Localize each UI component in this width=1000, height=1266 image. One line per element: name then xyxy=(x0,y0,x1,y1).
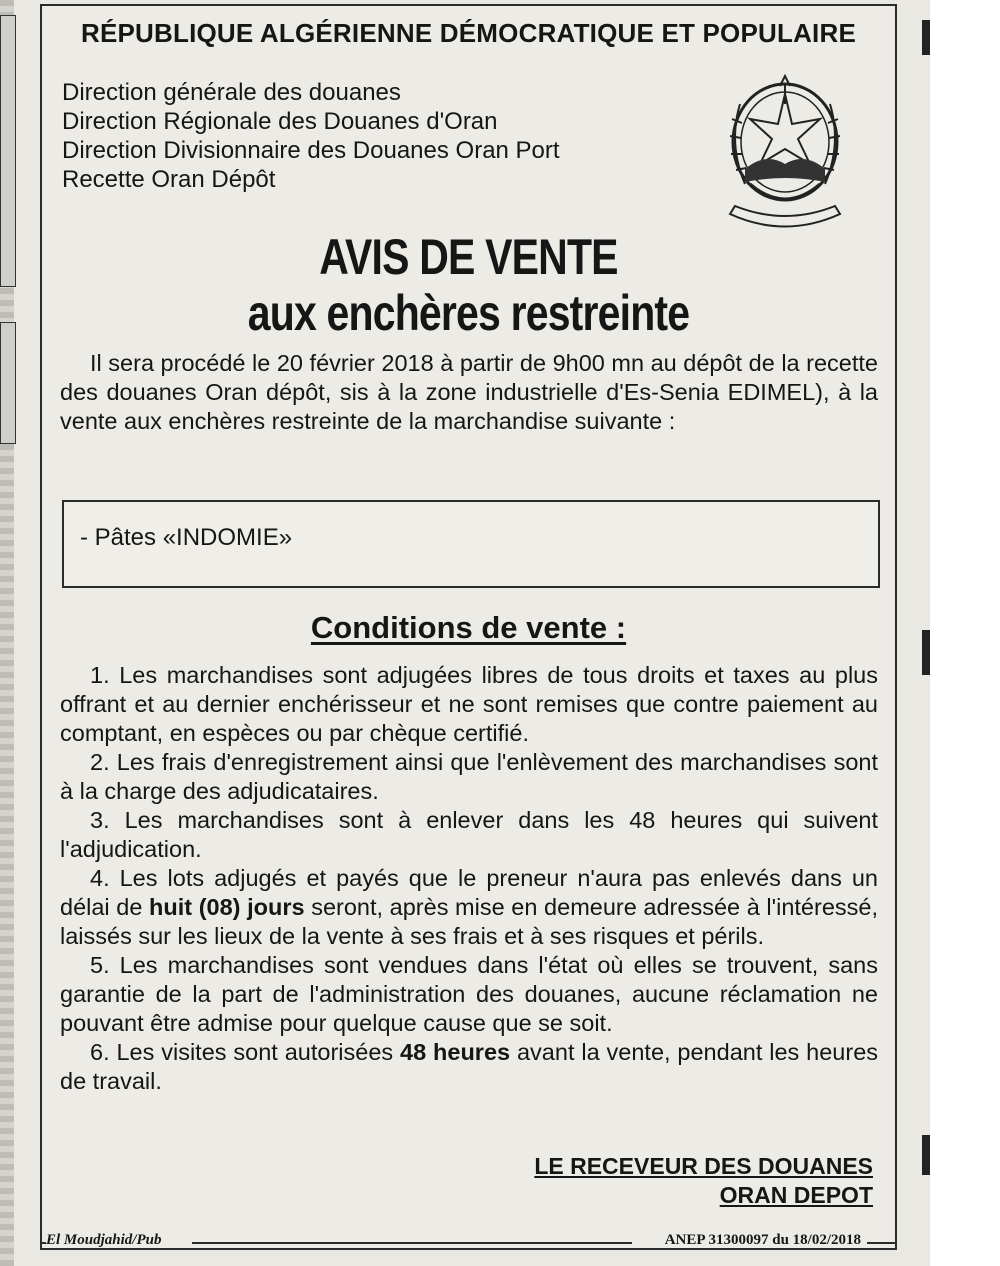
condition-text: seront, après mise en demeure adressée à l'intéressé, laissés sur les lieux de la vente à ses frais et à ses risques et périls. xyxy=(60,894,878,949)
direction-line: Direction générale des douanes xyxy=(62,79,401,106)
conditions-list xyxy=(60,661,878,1096)
condition-item: 3. Les marchandises sont à enlever dans les 48 heures qui suivent l'adjudication. xyxy=(60,807,878,862)
signature-block xyxy=(534,1152,873,1210)
condition-text: avant la vente, pendant les heures de travail. xyxy=(60,1039,879,1094)
signature-line: ORAN DEPOT xyxy=(719,1182,873,1208)
auction-notice xyxy=(40,4,897,1250)
adjacent-column-strip xyxy=(0,15,16,287)
notice-title: AVIS DE VENTE xyxy=(319,229,618,285)
signature-line: LE RECEVEUR DES DOUANES xyxy=(534,1153,873,1179)
condition-bold-text: huit (08) jours xyxy=(149,894,305,920)
condition-text: 4. Les lots adjugés et payés que le preneur n'aura pas enlevés dans un délai de xyxy=(60,865,878,920)
footer xyxy=(42,1232,895,1256)
adjacent-column-mark xyxy=(922,630,930,675)
condition-item xyxy=(60,864,878,951)
adjacent-column-strip xyxy=(0,322,16,444)
direction-line: Direction Divisionnaire des Douanes Oran Port xyxy=(62,137,560,164)
directions-block xyxy=(62,78,560,194)
condition-item: 5. Les marchandises sont vendues dans l'état où elles se trouvent, sans garantie de la part de l'administration des douanes, aucune réclamation ne pouvant être admise pour quelque cause que se soit. xyxy=(60,952,878,1036)
direction-line: Direction Régionale des Douanes d'Oran xyxy=(62,108,498,135)
customs-emblem-icon xyxy=(710,64,860,234)
republic-heading: RÉPUBLIQUE ALGÉRIENNE DÉMOCRATIQUE ET POPULAIRE xyxy=(80,18,856,48)
footer-rule xyxy=(192,1242,632,1244)
direction-line: Recette Oran Dépôt xyxy=(62,166,276,193)
notice-subtitle: aux enchères restreinte xyxy=(247,285,690,341)
footer-rule xyxy=(867,1242,895,1244)
condition-item: 1. Les marchandises sont adjugées libres de tous droits et taxes au plus offrant et au dernier enchérisseur et ne sont remises que contre paiement au comptant, en espèces ou par chèque certifié. xyxy=(60,662,878,746)
goods-box xyxy=(62,500,880,588)
conditions-heading: Conditions de vente : xyxy=(310,610,627,645)
condition-item xyxy=(60,1038,878,1096)
condition-item: 2. Les frais d'enregistrement ainsi que l'enlèvement des marchandises sont à la charge des adjudicataires. xyxy=(60,749,878,804)
condition-text: 6. Les visites sont autorisées xyxy=(90,1039,401,1065)
page-margin-right xyxy=(930,0,1000,1266)
goods-item: - Pâtes «INDOMIE» xyxy=(80,524,293,551)
adjacent-column-mark xyxy=(922,20,930,55)
adjacent-column-mark xyxy=(922,1135,930,1175)
footer-reference: ANEP 31300097 du 18/02/2018 xyxy=(664,1232,861,1248)
intro-paragraph: Il sera procédé le 20 février 2018 à partir de 9h00 mn au dépôt de la recette des douanes Oran dépôt, sis à la zone industrielle d'Es-Senia EDIMEL), à la vente aux enchères restreinte de la marchandise suivante : xyxy=(60,350,878,434)
footer-publisher: El Moudjahid/Pub xyxy=(46,1232,162,1248)
condition-bold-text: 48 heures xyxy=(400,1039,511,1065)
